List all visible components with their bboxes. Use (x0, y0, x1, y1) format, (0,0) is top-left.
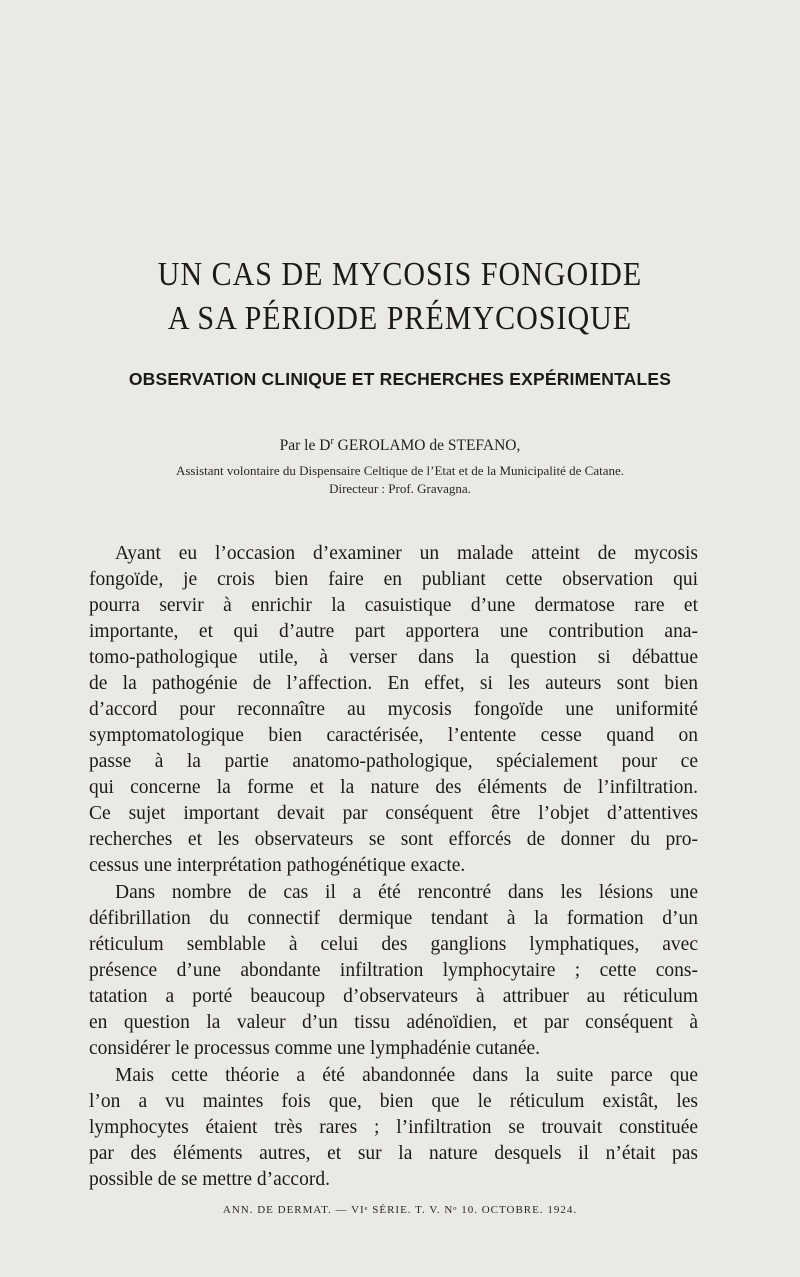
body-line: en question la valeur d’un tissu adénoïdien, et par conséquent à (89, 1012, 698, 1033)
affiliation-line-1: Assistant volontaire du Dispensaire Celtique de l’Etat et de la Municipalité de Catane. (175, 463, 624, 478)
body-line: fongoïde, je crois bien faire en publiant cette observation qui (89, 569, 698, 590)
body-line: symptomatologique bien caractérisée, l’entente cesse quand on (89, 725, 698, 746)
body-line: d’accord pour reconnaître au mycosis fongoïde une uniformité (89, 699, 698, 720)
body-line: considérer le processus comme une lymphadénie cutanée. (89, 1038, 541, 1059)
body-line: passe à la partie anatomo-pathologique, spécialement pour ce (89, 751, 698, 772)
article-subtitle: OBSERVATION CLINIQUE ET RECHERCHES EXPÉRIMENTALES (128, 369, 672, 389)
body-line: recherches et les observateurs se sont efforcés de donner du pro- (89, 829, 698, 850)
body-line: Ce sujet important devait par conséquent être l’objet d’attentives (89, 803, 698, 824)
author-title-sup: r (330, 436, 334, 447)
body-line: tatation a porté beaucoup d’observateurs à attribuer au réticulum (89, 986, 698, 1007)
body-line: lymphocytes étaient très rares ; l’infiltration se trouvait constituée (89, 1117, 698, 1138)
body-line: de la pathogénie de l’affection. En effet, si les auteurs sont bien (89, 673, 698, 694)
body-line: présence d’une abondante infiltration lymphocytaire ; cette cons- (89, 960, 698, 981)
body-line: Dans nombre de cas il a été rencontré dans les lésions une (115, 882, 698, 903)
author-name: GEROLAMO de STEFANO, (333, 437, 521, 455)
author-prefix: Par le D (279, 437, 331, 455)
body-line: pourra servir à enrichir la casuistique d’une dermatose rare et (89, 595, 698, 616)
body-line: Mais cette théorie a été abandonnée dans la suite parce que (115, 1065, 698, 1086)
body-line: cessus une interprétation pathogénétique exacte. (89, 855, 466, 876)
body-line: Ayant eu l’occasion d’examiner un malade atteint de mycosis (115, 543, 698, 564)
body-line: possible de se mettre d’accord. (89, 1169, 330, 1190)
body-line: réticulum semblable à celui des ganglions lymphatiques, avec (89, 934, 698, 955)
article-title-line-2: A SA PÉRIODE PRÉMYCOSIQUE (167, 299, 633, 337)
body-line: qui concerne la forme et la nature des éléments de l’infiltration. (89, 777, 698, 798)
body-line: l’on a vu maintes fois que, bien que le réticulum existât, les (89, 1091, 698, 1112)
journal-footer: ANN. DE DERMAT. — VIᵉ SÉRIE. T. V. Nᵒ 10. OCTOBRE. 1924. (222, 1204, 578, 1216)
article-title-line-1: UN CAS DE MYCOSIS FONGOIDE (157, 255, 643, 293)
body-line: défibrillation du connectif dermique tendant à la formation d’un (89, 908, 698, 929)
body-line: par des éléments autres, et sur la nature desquels il n’était pas (89, 1143, 698, 1164)
body-line: tomo-pathologique utile, à verser dans la question si débattue (89, 647, 698, 668)
affiliation-line-2: Directeur : Prof. Gravagna. (329, 481, 471, 496)
body-line: importante, et qui d’autre part apportera une contribution ana- (89, 621, 698, 642)
author-line (0, 436, 800, 455)
